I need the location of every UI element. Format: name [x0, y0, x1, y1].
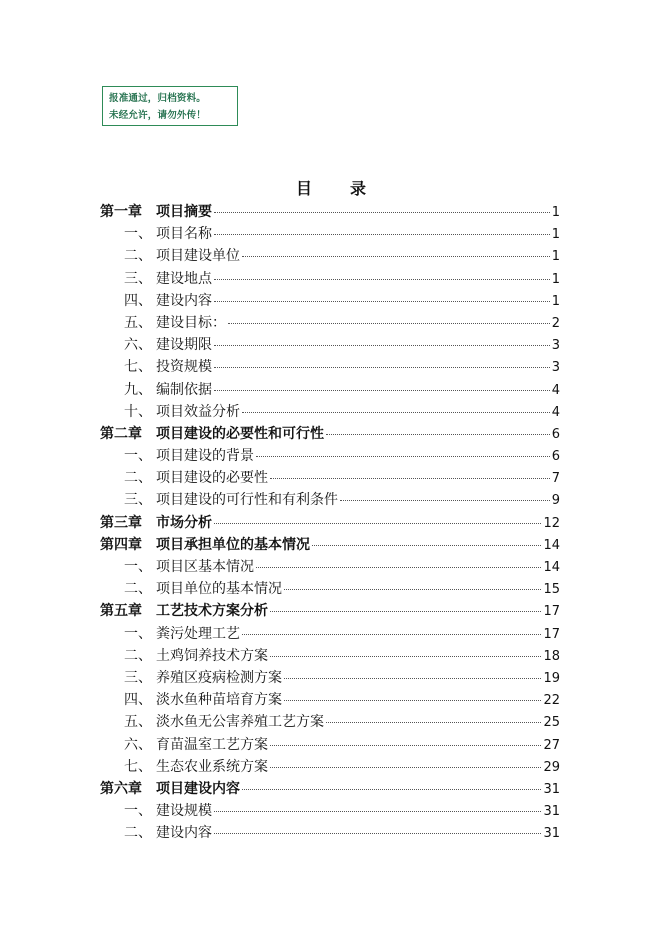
toc-page-number: 3: [551, 360, 560, 376]
dot-leader: [214, 234, 550, 235]
toc-entry-number: 一、: [124, 559, 152, 575]
toc-entry-label: [100, 578, 282, 598]
dot-leader: [214, 301, 550, 302]
toc-section-entry[interactable]: [100, 489, 560, 511]
toc-chapter-entry[interactable]: [100, 201, 560, 223]
toc-entry-text: 项目建设的必要性和可行性: [156, 425, 324, 442]
toc-section-entry[interactable]: [100, 356, 560, 378]
toc-page-number: 17: [543, 604, 560, 620]
toc-page-number: 14: [543, 537, 560, 553]
toc-entry-text: 项目建设单位: [156, 248, 240, 265]
toc-chapter-entry[interactable]: [100, 778, 560, 800]
dot-leader: [284, 700, 541, 701]
toc-page-number: 6: [551, 426, 560, 442]
dot-leader: [340, 500, 550, 501]
toc-entry-text: 建设地点: [156, 270, 212, 287]
toc-section-entry[interactable]: [100, 800, 560, 822]
toc-section-entry[interactable]: [100, 223, 560, 245]
toc-section-entry[interactable]: [100, 689, 560, 711]
toc-page-number: 1: [551, 293, 560, 309]
toc-entry-label: [100, 223, 212, 243]
toc-entry-text: 养殖区疫病检测方案: [156, 669, 282, 686]
toc-entry-label: [100, 711, 324, 731]
toc-page-number: 15: [543, 582, 560, 598]
toc-page-number: 18: [543, 648, 560, 664]
dot-leader: [214, 390, 550, 391]
toc-entry-text: 建设期限: [156, 337, 212, 354]
toc-section-entry[interactable]: [100, 756, 560, 778]
table-of-contents: [100, 201, 560, 844]
toc-section-entry[interactable]: [100, 290, 560, 312]
toc-entry-number: 第二章: [100, 425, 142, 442]
toc-section-entry[interactable]: [100, 312, 560, 334]
toc-entry-number: 三、: [124, 669, 152, 686]
toc-entry-text: 项目建设的背景: [156, 448, 254, 465]
toc-entry-label: [100, 623, 240, 643]
toc-page-number: 22: [543, 693, 560, 709]
toc-page-number: 1: [551, 205, 560, 220]
toc-section-entry[interactable]: [100, 445, 560, 467]
toc-entry-label: [100, 334, 212, 354]
approval-stamp: [102, 86, 238, 126]
toc-page-number: 1: [551, 271, 560, 287]
toc-entry-text: 项目效益分析: [156, 403, 240, 420]
dot-leader: [214, 212, 550, 213]
toc-entry-label: [100, 756, 268, 776]
toc-entry-text: 淡水鱼无公害养殖工艺方案: [156, 714, 324, 731]
dot-leader: [326, 434, 550, 435]
toc-entry-number: 二、: [124, 825, 152, 842]
toc-page-number: 19: [543, 670, 560, 686]
dot-leader: [284, 589, 541, 590]
toc-entry-label: [100, 556, 254, 576]
toc-entry-text: 建设规模: [156, 803, 212, 820]
toc-entry-label: [100, 290, 212, 310]
dot-leader: [214, 523, 541, 524]
toc-entry-text: 项目区基本情况: [156, 559, 254, 575]
toc-page-number: 1: [551, 249, 560, 265]
dot-leader: [284, 678, 541, 679]
dot-leader: [214, 279, 550, 280]
toc-entry-label: [100, 268, 212, 288]
toc-entry-number: 六、: [124, 337, 152, 354]
toc-section-entry[interactable]: [100, 401, 560, 423]
toc-entry-label: [100, 379, 212, 399]
stamp-line-2: 未经允许，请勿外传！: [109, 110, 207, 121]
dot-leader: [270, 745, 541, 746]
dot-leader: [270, 656, 541, 657]
toc-page-number: 4: [551, 404, 560, 420]
toc-section-entry[interactable]: [100, 467, 560, 489]
toc-entry-text: 淡水鱼种苗培育方案: [156, 692, 282, 709]
dot-leader: [270, 611, 541, 612]
toc-entry-text: 粪污处理工艺: [156, 625, 240, 642]
toc-chapter-entry[interactable]: [100, 534, 560, 556]
toc-entry-text: 育苗温室工艺方案: [156, 736, 268, 753]
toc-entry-number: 六、: [124, 736, 152, 753]
toc-section-entry[interactable]: [100, 578, 560, 600]
toc-section-entry[interactable]: [100, 822, 560, 844]
toc-page-number: 2: [551, 315, 560, 331]
toc-entry-text: 建设内容: [156, 825, 212, 842]
toc-chapter-entry[interactable]: [100, 512, 560, 534]
dot-leader: [214, 345, 550, 346]
toc-page-number: 6: [551, 449, 560, 465]
toc-entry-text: 投资规模: [156, 359, 212, 376]
toc-section-entry[interactable]: [100, 245, 560, 267]
toc-page-number: 14: [543, 560, 560, 575]
toc-entry-label: [100, 734, 268, 754]
toc-page-number: 31: [543, 804, 560, 820]
toc-entry-label: [100, 423, 324, 443]
toc-entry-number: 七、: [124, 359, 152, 376]
toc-page-number: 9: [551, 493, 560, 509]
toc-entry-number: 七、: [124, 758, 152, 775]
toc-entry-number: 二、: [124, 470, 152, 487]
toc-entry-number: 五、: [124, 714, 152, 731]
toc-entry-label: [100, 312, 226, 332]
toc-section-entry[interactable]: [100, 334, 560, 356]
toc-title: 目录: [295, 179, 404, 198]
toc-chapter-entry[interactable]: [100, 423, 560, 445]
toc-entry-text: 土鸡饲养技术方案: [156, 647, 268, 664]
dot-leader: [242, 634, 541, 635]
toc-entry-text: 工艺技术方案分析: [156, 603, 268, 620]
toc-section-entry[interactable]: [100, 734, 560, 756]
dot-leader: [214, 811, 541, 812]
stamp-line-1: 报准通过，归档资料。: [109, 93, 207, 104]
toc-entry-number: 五、: [124, 314, 152, 331]
toc-entry-number: 二、: [124, 647, 152, 664]
toc-entry-label: [100, 401, 240, 421]
toc-page-number: 31: [543, 781, 560, 797]
dot-leader: [256, 456, 550, 457]
toc-entry-label: [100, 245, 240, 265]
toc-entry-number: 四、: [124, 692, 152, 709]
toc-entry-label: [100, 356, 212, 376]
toc-entry-label: [100, 778, 240, 798]
toc-entry-number: 第三章: [100, 514, 142, 531]
toc-page-number: 25: [543, 715, 560, 731]
dot-leader: [270, 767, 541, 768]
toc-entry-number: 十、: [124, 403, 152, 420]
toc-entry-number: 第六章: [100, 780, 142, 797]
dot-leader: [326, 722, 541, 723]
toc-entry-text: 市场分析: [156, 514, 212, 531]
toc-entry-text: 项目承担单位的基本情况: [156, 536, 310, 553]
toc-entry-number: 九、: [124, 381, 152, 398]
toc-entry-number: 一、: [124, 803, 152, 820]
dot-leader: [270, 478, 550, 479]
dot-leader: [228, 323, 550, 324]
toc-entry-text: 建设目标：: [156, 314, 226, 331]
toc-page-number: 27: [543, 737, 560, 753]
toc-entry-label: [100, 645, 268, 665]
toc-entry-text: 项目建设的可行性和有利条件: [156, 492, 338, 509]
toc-entry-text: 生态农业系统方案: [156, 758, 268, 775]
toc-entry-number: 二、: [124, 248, 152, 265]
toc-entry-label: [100, 600, 268, 620]
toc-page-number: 3: [551, 338, 560, 354]
dot-leader: [256, 567, 541, 568]
dot-leader: [242, 256, 550, 257]
toc-entry-label: [100, 512, 212, 532]
toc-entry-number: 四、: [124, 292, 152, 309]
toc-section-entry[interactable]: [100, 379, 560, 401]
toc-section-entry[interactable]: [100, 645, 560, 667]
toc-section-entry[interactable]: [100, 711, 560, 733]
toc-section-entry[interactable]: [100, 268, 560, 290]
toc-entry-number: 第一章: [100, 204, 142, 220]
toc-page-number: 29: [543, 759, 560, 775]
toc-section-entry[interactable]: [100, 667, 560, 689]
toc-page-number: 7: [551, 471, 560, 487]
toc-entry-label: [100, 201, 212, 221]
toc-entry-number: 第五章: [100, 603, 142, 620]
toc-entry-text: 项目建设内容: [156, 780, 240, 797]
toc-entry-number: 一、: [124, 625, 152, 642]
toc-entry-text: 项目单位的基本情况: [156, 581, 282, 598]
toc-entry-label: [100, 445, 254, 465]
toc-entry-label: [100, 467, 268, 487]
toc-page-number: 12: [543, 515, 560, 531]
toc-entry-number: 三、: [124, 492, 152, 509]
toc-entry-label: [100, 534, 310, 554]
toc-entry-text: 项目摘要: [156, 204, 212, 220]
toc-entry-text: 项目名称: [156, 226, 212, 243]
toc-entry-number: 一、: [124, 448, 152, 465]
dot-leader: [214, 367, 550, 368]
toc-entry-label: [100, 800, 212, 820]
toc-page-number: 1: [551, 227, 560, 243]
toc-entry-label: [100, 489, 338, 509]
toc-chapter-entry[interactable]: [100, 600, 560, 622]
dot-leader: [312, 545, 541, 546]
toc-section-entry[interactable]: [100, 556, 560, 578]
toc-page-number: 31: [543, 826, 560, 842]
toc-entry-text: 编制依据: [156, 381, 212, 398]
toc-entry-text: 项目建设的必要性: [156, 470, 268, 487]
toc-entry-number: 二、: [124, 581, 152, 598]
toc-entry-label: [100, 667, 282, 687]
toc-entry-number: 一、: [124, 226, 152, 243]
toc-entry-label: [100, 822, 212, 842]
toc-entry-text: 建设内容: [156, 292, 212, 309]
toc-section-entry[interactable]: [100, 623, 560, 645]
dot-leader: [214, 833, 541, 834]
dot-leader: [242, 789, 541, 790]
toc-page-number: 17: [543, 626, 560, 642]
toc-entry-number: 三、: [124, 270, 152, 287]
toc-entry-label: [100, 689, 282, 709]
toc-entry-number: 第四章: [100, 536, 142, 553]
toc-page-number: 4: [551, 382, 560, 398]
dot-leader: [242, 412, 550, 413]
